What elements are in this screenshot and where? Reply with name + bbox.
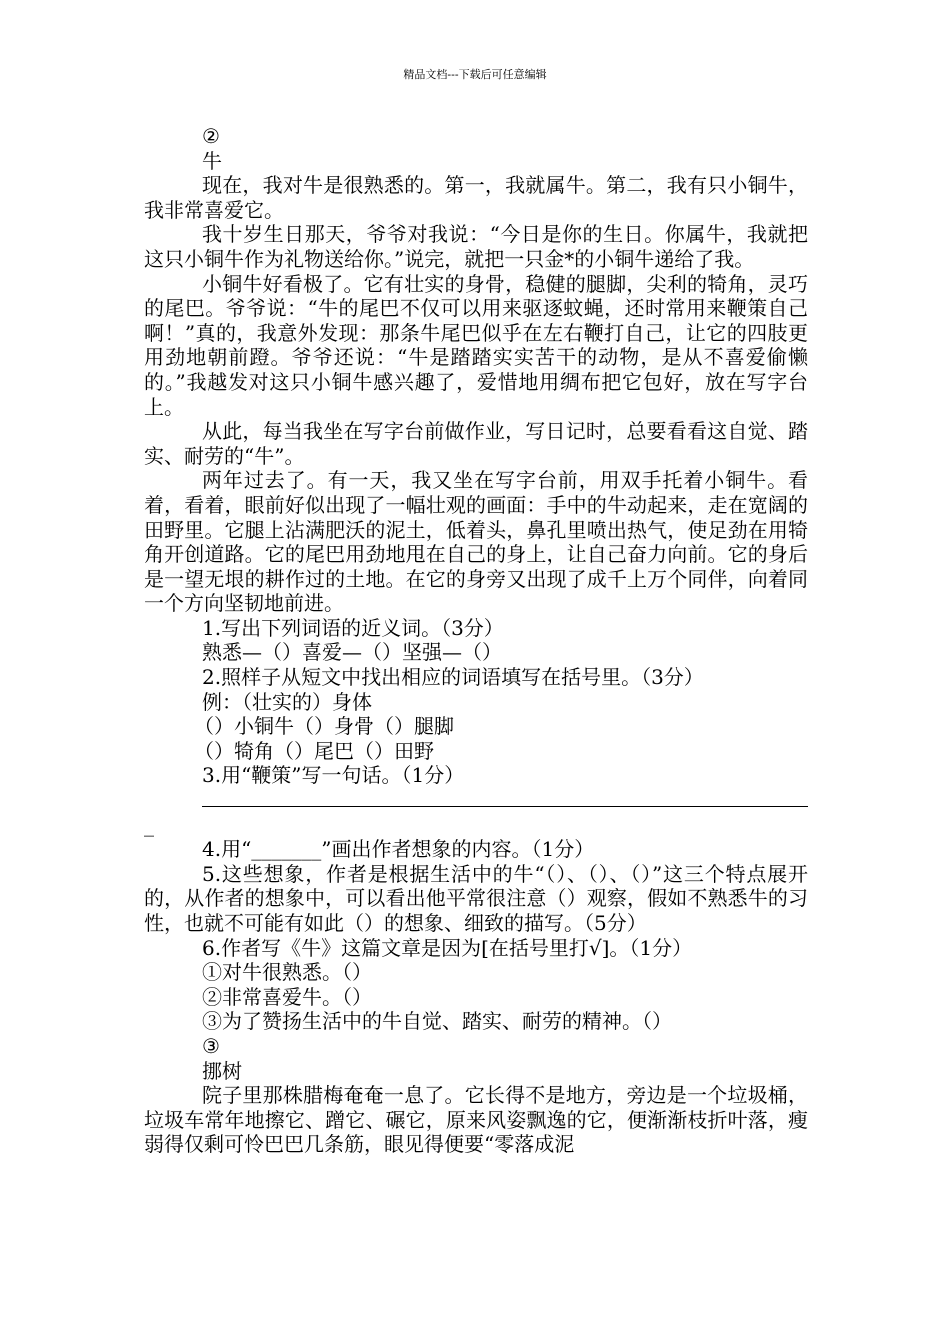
question-6-option-2: ②非常喜爱牛。（） (202, 984, 372, 1009)
answer-line-row (144, 788, 808, 813)
question-1: 1.写出下列词语的近义词。（3分） (202, 615, 504, 640)
section2-paragraph-5: 两年过去了。有一天，我又坐在写字台前，用双手托着小铜牛。看着，看着，眼前好似出现了一幅壮观的画面：手中的牛动起来，走在宽阔的田野里。它腿上沾满肥沃的泥土，低着头，鼻孔里喷出热气，使足劲在用犄角开创道路。它的尾巴用劲地甩在自己的身上，让自己奋力向前。它的身后是一望无垠的耕作过的土地。在它的身旁又出现了成千上万个同伴，向着同一个方向坚韧地前进。 (144, 468, 808, 616)
question-2: 2.照样子从短文中找出相应的词语填写在括号里。（3分） (202, 665, 704, 690)
answer-line (202, 806, 808, 807)
header-note: 精品文档---下载后可任意编辑 (403, 68, 547, 81)
question-1-items: 熟悉—（）喜爱—（）坚强—（） (202, 640, 502, 665)
section2-paragraph-4: 从此，每当我坐在写字台前做作业，写日记时，总要看看这自觉、踏实、耐劳的“牛”。 (144, 419, 808, 468)
section3-paragraph-1: 院子里那株腊梅奄奄一息了。它长得不是地方，旁边是一个垃圾桶，垃圾车常年地擦它、蹭它、碾它，原来风姿飘逸的它，便渐渐枝折叶落，瘦弱得仅剩可怜巴巴几条筋，眼见得便要“零落成泥 (144, 1083, 808, 1157)
section2-title: 牛 (202, 148, 222, 173)
section3-title: 挪树 (202, 1058, 242, 1083)
question-2-example: 例：（壮实的）身体 (202, 689, 372, 714)
question-4: 4.用“_______”画出作者想象的内容。（1分） (202, 837, 595, 862)
question-2-row-2: （）犄角（）尾巴（）田野 (194, 738, 434, 763)
question-3: 3.用“鞭策”写一句话。（1分） (202, 763, 465, 788)
section2-marker: ② (202, 124, 220, 148)
section2-paragraph-3: 小铜牛好看极了。它有壮实的身骨，稳健的腿脚，尖利的犄角，灵巧的尾巴。爷爷说：“牛的尾巴不仅可以用来驱逐蚊蝇，还时常用来鞭策自己啊！”真的，我意外发现：那条牛尾巴似乎在左右鞭打自己，让它的四肢更用劲地朝前蹬。爷爷还说：“牛是踏踏实实苦干的动物，是从不喜爱偷懒的。”我越发对这只小铜牛感兴趣了，爱惜地用绸布把它包好，放在写字台上。 (144, 271, 808, 419)
section2-paragraph-2: 我十岁生日那天，爷爷对我说：“今日是你的生日。你属牛，我就把这只小铜牛作为礼物送给你。”说完，就把一只金*的小铜牛递给了我。 (144, 222, 808, 271)
answer-line-tail: _ (144, 812, 154, 837)
section2-paragraph-1: 现在，我对牛是很熟悉的。第一，我就属牛。第二，我有只小铜牛，我非常喜爱它。 (144, 173, 808, 222)
question-2-row-1: （）小铜牛（）身骨（）腿脚 (194, 714, 454, 739)
question-6: 6.作者写《牛》这篇文章是因为[在括号里打√]。（1分） (202, 935, 693, 960)
question-6-option-1: ①对牛很熟悉。（） (202, 960, 372, 985)
question-6-option-3: ③为了赞扬生活中的牛自觉、踏实、耐劳的精神。（） (202, 1009, 672, 1034)
document-body (144, 124, 808, 1157)
section3-marker: ③ (202, 1033, 220, 1058)
question-5: 5.这些想象，作者是根据生活中的牛“（）、（）、（）”这三个特点展开的，从作者的想象中，可以看出他平常很注意（）观察，假如不熟悉牛的习性，也就不可能有如此（）的想象、细致的描写。（5分） (144, 861, 808, 935)
